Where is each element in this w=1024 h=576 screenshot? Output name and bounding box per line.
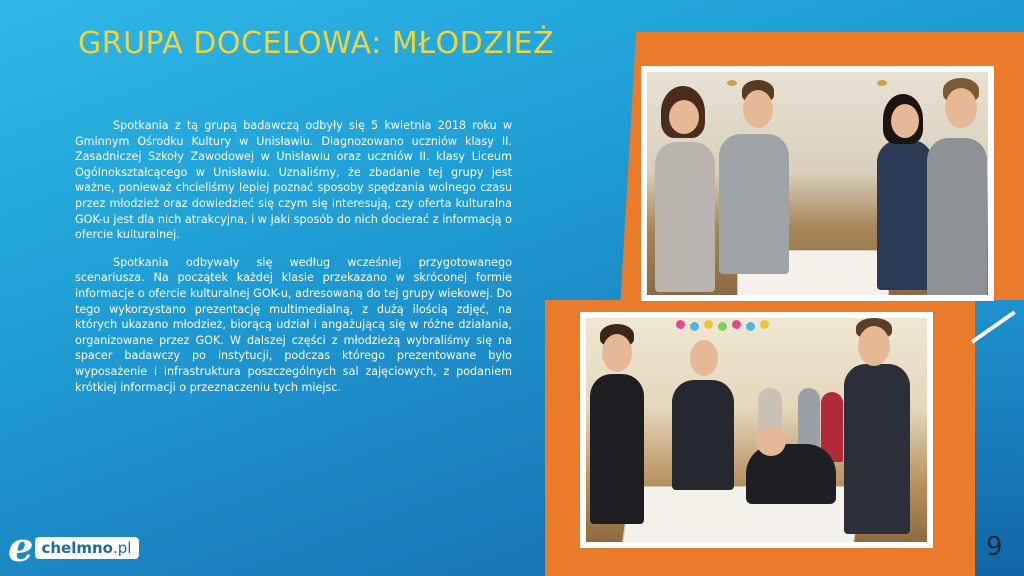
person [877,140,933,290]
balloon [732,320,741,329]
head [690,340,718,376]
head [743,90,773,128]
logo-tld: .pl [112,539,132,557]
echelmno-logo[interactable] [8,524,139,571]
logo-name: chelmno [41,539,113,557]
balloon [760,320,769,329]
head [669,100,699,134]
head [858,326,890,366]
head [945,88,977,128]
balloon [746,322,755,331]
ceiling-lamp [727,80,737,86]
page-number: 9 [986,532,1003,562]
head [602,334,632,372]
person [590,374,644,524]
slide-title: GRUPA DOCELOWA: MŁODZIEŻ [78,26,555,61]
photo-workshop [580,312,933,548]
person [655,142,715,292]
slide-body [75,118,512,407]
balloon [676,320,685,329]
logo-wordmark [35,537,139,559]
balloon [690,322,699,331]
photo-scene-1 [647,72,988,295]
logo-e-letter: e [8,524,34,571]
person [672,380,734,490]
ceiling-lamp [877,80,887,86]
photo-meeting-room [641,66,994,301]
balloon [704,320,713,329]
paragraph-1: Spotkania z tą grupą badawczą odbyły się 5 kwietnia 2018 roku w Gminnym Ośrodku Kultury w Unisławiu. Diagnozowano uczniów klasy II. Zasadniczej Szkoły Zawodowej w Unisławiu oraz uczniów II. klasy Liceum Ogólnokształcącego w Unisławiu. Uznaliśmy, że zbadanie tej grupy jest ważne, ponieważ chcieliśmy lepiej poznać sposoby spędzania wolnego czasu przez młodzież oraz dowiedzieć się czym się interesują, czy oferta kulturalna GOK-u jest dla nich atrakcyjna, i w jaki sposób do nich docierać z informacją o ofercie kulturalnej. [75,119,512,242]
photo-scene-2 [586,318,927,542]
person [927,138,987,295]
balloon [718,322,727,331]
paragraph-2: Spotkania odbywały się według wcześniej przygotowanego scenariusza. Na początek każdej klasie przekazano w skróconej formie informacje o ofercie kulturalnej GOK-u, adresowaną do tej grupy wiekowej. Do tego wykorzystano prezentację multimedialną, z dużą ilością zdjęć, na których ukazano młodzież, biorącą udział i angażującą się w różne działania, organizowane przez GOK. W dalszej części z młodzieżą wybraliśmy się na spacer badawczy po instytucji, podczas którego prezentowane było wyposażenie i infrastruktura poszczególnych sal zajęciowych, z podaniem krótkiej informacji o przeznaczeniu tych miejsc. [75,255,512,394]
head [756,426,786,456]
person [719,134,789,274]
person [844,364,910,534]
head [891,104,919,138]
person [746,444,836,504]
